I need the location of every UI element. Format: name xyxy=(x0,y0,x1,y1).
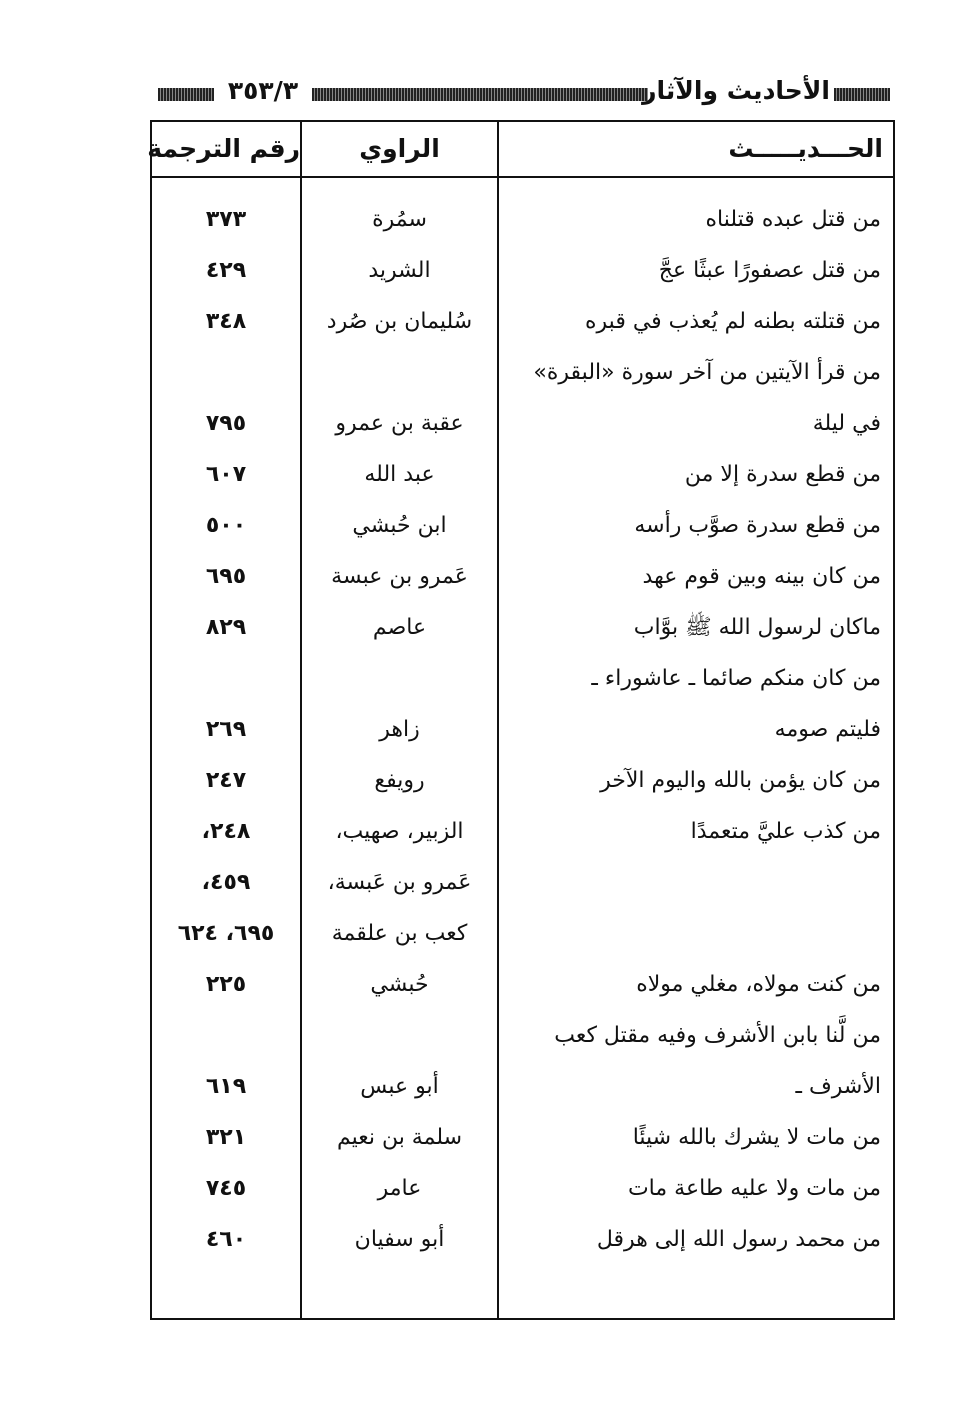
table-row xyxy=(152,908,893,960)
table-row xyxy=(152,551,893,603)
table-row xyxy=(152,347,893,399)
hadith-text: من محمد رسول الله إلى هرقل xyxy=(596,1227,881,1252)
entry-number: ٧٩٥ xyxy=(205,411,247,436)
table-row xyxy=(152,449,893,501)
hadith-text: من كان يؤمن بالله واليوم الآخر xyxy=(600,768,881,793)
hadith-text: ماكان لرسول الله ﷺ بوَّاب xyxy=(633,615,881,640)
hadith-text: الأشرف ـ xyxy=(795,1074,881,1099)
entry-number: ٦١٩ xyxy=(205,1074,247,1099)
hadith-text: من قرأ الآيتين من آخر سورة «البقرة» xyxy=(533,360,881,385)
narrator: زاهر xyxy=(379,717,420,742)
hadith-text: فليتم صومه xyxy=(774,717,881,742)
table-row xyxy=(152,1061,893,1113)
narrator: عاصم xyxy=(372,615,427,640)
entry-number: ٦٩٥، ٦٢٤ xyxy=(177,921,275,946)
hadith-text: من قتل عبده قتلناه xyxy=(705,207,881,232)
narrator: ابن حُبشي xyxy=(352,513,447,538)
table-row xyxy=(152,1163,893,1215)
hadith-index-table xyxy=(147,120,895,1320)
page-number: ٣٥٣/٣ xyxy=(227,76,299,105)
entry-number: ٦٠٧ xyxy=(205,462,247,487)
narrator: أبو عبس xyxy=(360,1074,439,1099)
narrator: الزبير، صهيب، xyxy=(335,819,464,844)
table-row xyxy=(152,1010,893,1062)
entry-number xyxy=(152,653,300,705)
hadith-text: من كان منكم صائما ـ عاشوراء ـ xyxy=(591,666,881,691)
header-entry-number: رقم الترجمة xyxy=(147,134,300,163)
table-row xyxy=(152,704,893,756)
entry-number: ٢٤٧ xyxy=(205,768,247,793)
hadith-text: من مات ولا عليه طاعة مات xyxy=(627,1176,881,1201)
table-row xyxy=(152,857,893,909)
header-divider xyxy=(152,176,893,178)
entry-number xyxy=(152,347,300,399)
entry-number: ٤٥٩، xyxy=(201,870,251,895)
header-rule-middle xyxy=(312,88,648,101)
narrator xyxy=(302,1010,497,1062)
entry-number: ٤٦٠ xyxy=(205,1227,247,1252)
hadith-text: من قتلته بطنه لم يُعذب في قبره xyxy=(585,309,881,334)
narrator: كعب بن علقمة xyxy=(331,921,468,946)
entry-number xyxy=(152,1010,300,1062)
header-narrator: الراوي xyxy=(359,134,440,163)
table-row xyxy=(152,194,893,246)
entry-number: ٢٦٩ xyxy=(205,717,247,742)
narrator: الشريد xyxy=(368,258,431,283)
narrator: عَمرو بن عَبسة، xyxy=(327,870,472,895)
entry-number: ٣٤٨ xyxy=(205,309,247,334)
hadith-text xyxy=(499,857,893,909)
narrator: عامر xyxy=(377,1176,422,1201)
hadith-text: من كنت مولاه، مغلي مولاه xyxy=(636,972,881,997)
hadith-text: من قطع سدرة صوَّب رأسه xyxy=(634,513,881,538)
table-row xyxy=(152,959,893,1011)
hadith-text: من لَّنا بابن الأشرف وفيه مقتل كعب xyxy=(554,1023,881,1048)
narrator: سلمة بن نعيم xyxy=(336,1125,463,1150)
hadith-text: من قطع سدرة إلا من xyxy=(684,462,881,487)
table-row xyxy=(152,653,893,705)
entry-number: ٤٢٩ xyxy=(205,258,247,283)
table-row xyxy=(152,1214,893,1266)
table-row xyxy=(152,500,893,552)
table-row xyxy=(152,806,893,858)
entry-number: ٢٢٥ xyxy=(205,972,247,997)
section-title: الأحاديث والآثار xyxy=(642,76,830,105)
table-row xyxy=(152,755,893,807)
narrator: سمُرة xyxy=(372,207,427,232)
table-row xyxy=(152,296,893,348)
narrator: أبو سفيان xyxy=(354,1227,445,1252)
narrator: عقبة بن عمرو xyxy=(335,411,464,436)
running-header xyxy=(150,72,895,112)
header-hadith: الحـــديـــــث xyxy=(728,134,883,163)
header-rule-left xyxy=(158,88,214,101)
entry-number: ٧٤٥ xyxy=(205,1176,247,1201)
entry-number: ٢٤٨، xyxy=(201,819,251,844)
narrator: عَمرو بن عبسة xyxy=(331,564,468,589)
entry-number: ٣٢١ xyxy=(205,1125,247,1150)
header-rule-right xyxy=(834,88,890,101)
narrator: عبد الله xyxy=(364,462,435,487)
entry-number: ٦٩٥ xyxy=(205,564,247,589)
table-row xyxy=(152,602,893,654)
hadith-text: من قتل عصفورًا عبثًا عجَّ xyxy=(658,258,881,283)
narrator: سُليمان بن صُرد xyxy=(326,309,473,334)
table-row xyxy=(152,1112,893,1164)
narrator xyxy=(302,653,497,705)
narrator: حُبشي xyxy=(370,972,429,997)
entry-number: ٨٢٩ xyxy=(205,615,247,640)
hadith-text: من كان بينه وبين قوم عهد xyxy=(642,564,881,589)
hadith-text xyxy=(499,908,893,960)
table-row xyxy=(152,245,893,297)
narrator: رويفع xyxy=(374,768,425,793)
hadith-text: من كذب عليَّ متعمدًا xyxy=(690,819,881,844)
table-row xyxy=(152,398,893,450)
entry-number: ٣٧٣ xyxy=(205,207,247,232)
hadith-text: في ليلة xyxy=(812,411,881,436)
narrator xyxy=(302,347,497,399)
hadith-text: من مات لا يشرك بالله شيئًا xyxy=(632,1125,881,1150)
entry-number: ٥٠٠ xyxy=(205,513,247,538)
